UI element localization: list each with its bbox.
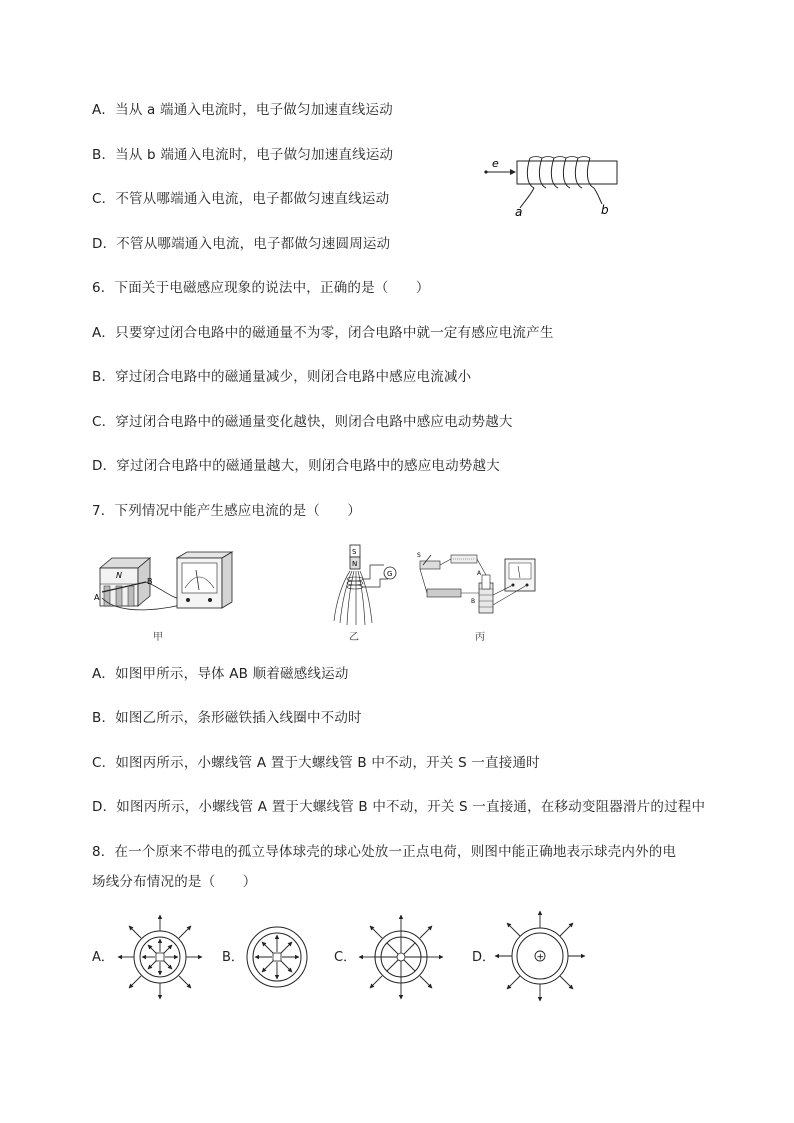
q7-option-a: A．如图甲所示，导体 AB 顺着磁感线运动 <box>92 666 349 682</box>
q7-figure-bing <box>415 545 545 625</box>
svg-text:A: A <box>477 570 482 577</box>
q7-caption-jia: 甲 <box>153 632 163 643</box>
q7-figure-yi <box>330 543 405 628</box>
q7-caption-bing: 丙 <box>475 632 485 643</box>
q6-option-b: B．穿过闭合电路中的磁通量减少，则闭合电路中感应电流减小 <box>92 369 472 385</box>
q5-option-d: D．不管从哪端通入电流，电子都做匀速圆周运动 <box>92 236 391 252</box>
svg-text:A: A <box>94 593 100 602</box>
charge-symbol: + <box>536 952 545 963</box>
electron-arrow-head <box>510 169 516 175</box>
label-a: a <box>515 205 523 219</box>
q8-option-c-label: C． <box>334 950 357 965</box>
q8-option-a-label: A． <box>92 950 114 965</box>
svg-text:S: S <box>352 548 357 556</box>
q5-solenoid-figure <box>480 150 620 220</box>
battery <box>427 589 461 597</box>
q8-stem-line1: 8．在一个原来不带电的孤立导体球壳的球心处放一正点电荷，则图中能正确地表示球壳内外的电 <box>92 844 677 860</box>
label-e: e <box>492 157 499 170</box>
small-solenoid-a <box>482 575 490 589</box>
svg-text:B: B <box>471 598 476 605</box>
q8-stem-line2: 场线分布情况的是（ ） <box>92 874 257 890</box>
q8-option-b-label: B． <box>222 950 244 965</box>
q7-option-d: D．如图丙所示，小螺线管 A 置于大螺线管 B 中不动，开关 S 一直接通，在移动变阻器滑片的过程中 <box>92 799 706 815</box>
q8-figure-d <box>492 908 588 1004</box>
label-b: b <box>601 203 609 217</box>
q7-figure-jia <box>92 548 242 623</box>
q8-figure-b <box>242 922 312 992</box>
q6-stem: 6．下面关于电磁感应现象的说法中，正确的是（ ） <box>92 280 430 296</box>
solenoid-tube <box>517 161 617 184</box>
q6-option-c: C．穿过闭合电路中的磁通量变化越快，则闭合电路中感应电动势越大 <box>92 414 513 430</box>
q6-option-d: D．穿过闭合电路中的磁通量越大，则闭合电路中的感应电动势越大 <box>92 458 500 474</box>
q5-option-a: A．当从 a 端通入电流时，电子做匀加速直线运动 <box>92 102 393 118</box>
q8-figure-a <box>115 912 205 1002</box>
q7-option-b: B．如图乙所示，条形磁铁插入线圈中不动时 <box>92 710 362 726</box>
svg-text:B: B <box>147 577 153 586</box>
q5-option-b: B．当从 b 端通入电流时，电子做匀加速直线运动 <box>92 147 394 163</box>
q7-caption-yi: 乙 <box>349 632 359 643</box>
lead-b <box>594 188 602 204</box>
svg-text:N: N <box>352 560 358 568</box>
q7-option-c: C．如图丙所示，小螺线管 A 置于大螺线管 B 中不动，开关 S 一直接通时 <box>92 755 540 771</box>
q8-figure-c <box>356 912 446 1002</box>
q7-stem: 7．下列情况中能产生感应电流的是（ ） <box>92 503 362 519</box>
svg-text:G: G <box>387 570 393 578</box>
q6-option-a: A．只要穿过闭合电路中的磁通量不为零，闭合电路中就一定有感应电流产生 <box>92 325 554 341</box>
q8-option-d-label: D． <box>472 950 496 965</box>
svg-text:S: S <box>417 552 421 559</box>
svg-text:N: N <box>116 571 122 580</box>
electron-dot <box>484 170 487 173</box>
q5-option-c: C．不管从哪端通入电流，电子都做匀速直线运动 <box>92 191 390 207</box>
